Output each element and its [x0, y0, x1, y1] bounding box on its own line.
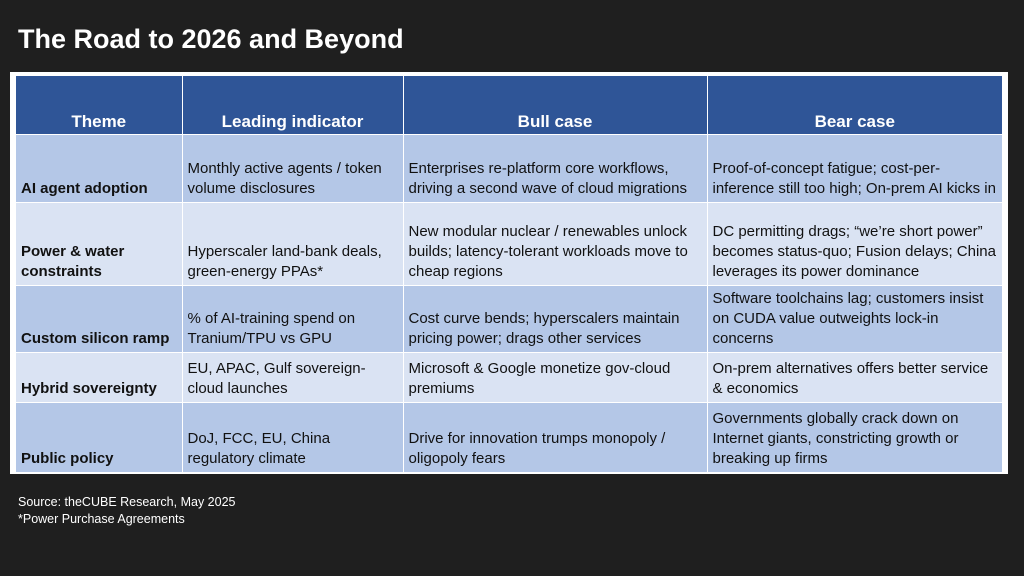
bull-cell: Cost curve bends; hyperscalers maintain pricing power; drags other services	[403, 285, 707, 352]
table-row	[16, 402, 1002, 472]
bear-cell: Governments globally crack down on Internet giants, constricting growth or breaking up firms	[707, 402, 1002, 472]
header-theme: Theme	[16, 76, 182, 134]
indicator-cell: EU, APAC, Gulf sovereign-cloud launches	[182, 352, 403, 402]
bear-cell: On-prem alternatives offers better service & economics	[707, 352, 1002, 402]
theme-cell: Public policy	[16, 402, 182, 472]
table-header-row	[16, 76, 1002, 134]
bear-cell: Proof-of-concept fatigue; cost-per-inference still too high; On-prem AI kicks in	[707, 134, 1002, 202]
bull-cell: Microsoft & Google monetize gov-cloud premiums	[403, 352, 707, 402]
ppa-footnote: *Power Purchase Agreements	[18, 512, 185, 526]
header-bear-case: Bear case	[814, 111, 895, 131]
table-row	[16, 285, 1002, 352]
theme-cell: Custom silicon ramp	[16, 285, 182, 352]
table-frame	[10, 72, 1008, 474]
table-row	[16, 134, 1002, 202]
indicator-cell: Hyperscaler land-bank deals, green-energy PPAs*	[182, 202, 403, 285]
indicator-cell: Monthly active agents / token volume disclosures	[182, 134, 403, 202]
theme-cell: Hybrid sovereignty	[16, 352, 182, 402]
source-note: Source: theCUBE Research, May 2025	[18, 495, 236, 509]
table-row	[16, 202, 1002, 285]
page-title: The Road to 2026 and Beyond	[18, 24, 404, 54]
table-row	[16, 352, 1002, 402]
bull-cell: Enterprises re-platform core workflows, driving a second wave of cloud migrations	[403, 134, 707, 202]
theme-cell: Power & water constraints	[16, 202, 182, 285]
footnotes	[18, 494, 235, 528]
theme-cell: AI agent adoption	[16, 134, 182, 202]
header-bull-case: Bull case	[403, 76, 707, 134]
header-leading-indicator: Leading indicator	[182, 76, 403, 134]
comparison-table	[16, 76, 1002, 472]
bull-cell: Drive for innovation trumps monopoly / oligopoly fears	[403, 402, 707, 472]
bear-cell: DC permitting drags; “we’re short power” becomes status-quo; Fusion delays; China leverages its power dominance	[707, 202, 1002, 285]
indicator-cell: % of AI-training spend on Tranium/TPU vs GPU	[182, 285, 403, 352]
bear-cell: Software toolchains lag; customers insist on CUDA value outweights lock-in concerns	[707, 285, 1002, 352]
indicator-cell: DoJ, FCC, EU, China regulatory climate	[182, 402, 403, 472]
bull-cell: New modular nuclear / renewables unlock builds; latency-tolerant workloads move to cheap regions	[403, 202, 707, 285]
